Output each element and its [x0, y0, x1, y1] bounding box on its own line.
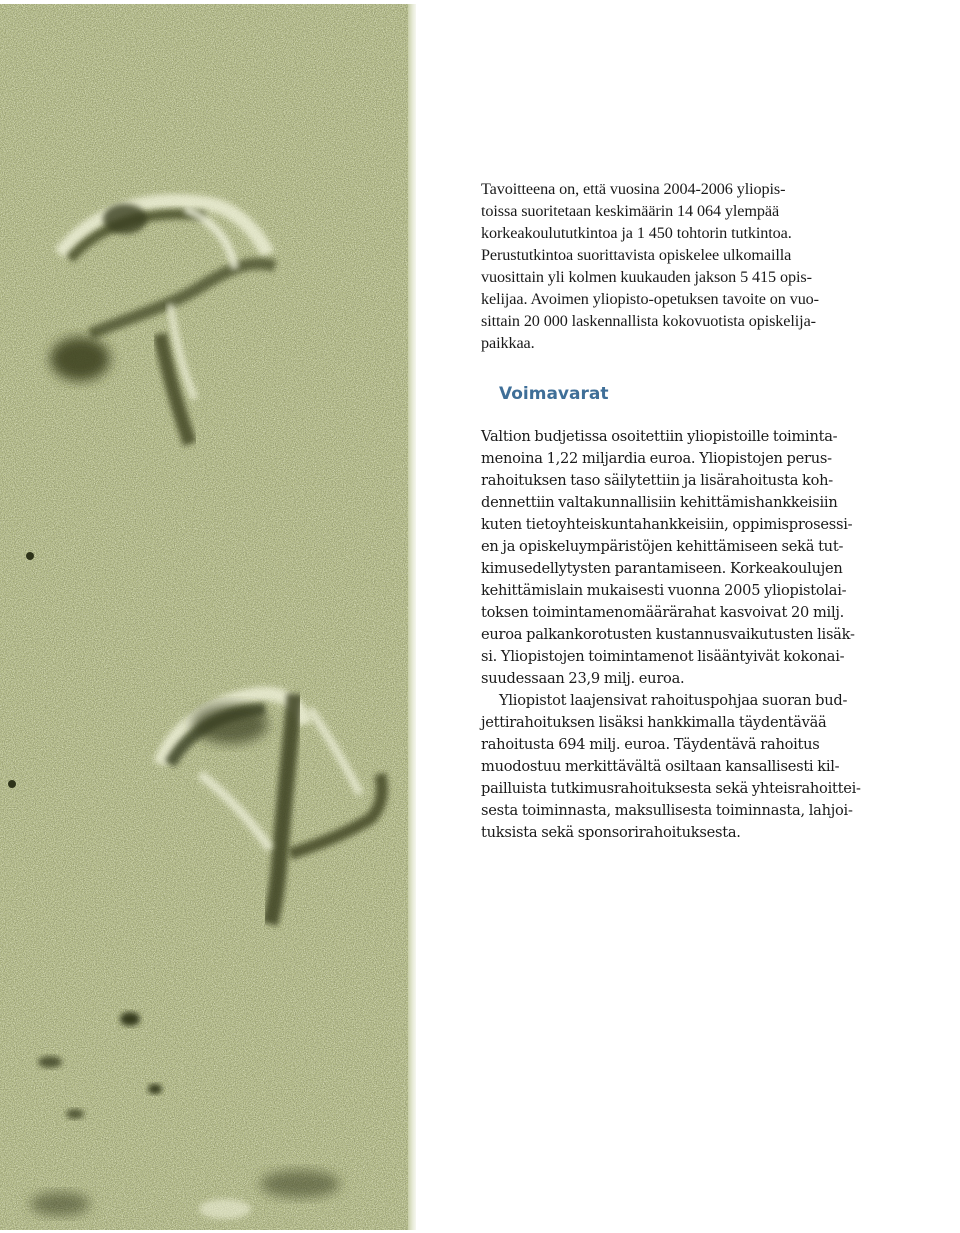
text-line: sittain 20 000 laskennallista kokovuotista opiskelija-: [481, 312, 816, 330]
text-line: suudessaan 23,9 milj. euroa.: [481, 670, 685, 687]
text-line: kelijaa. Avoimen yliopisto-opetuksen tavoite on vuo-: [481, 290, 819, 308]
text-line: Valtion budjetissa osoitettiin yliopistoille toiminta-: [481, 428, 838, 445]
text-line: rahoituksen taso säilytettiin ja lisärahoitusta koh-: [481, 472, 833, 489]
text-line: toksen toimintamenomäärärahat kasvoivat 20 milj.: [481, 604, 845, 621]
text-line: menoina 1,22 miljardia euroa. Yliopistojen perus-: [481, 450, 832, 467]
text-line: Yliopistot laajensivat rahoituspohjaa suoran bud-: [499, 692, 848, 709]
text-line: en ja opiskeluympäristöjen kehittämiseen sekä tut-: [481, 538, 844, 555]
funding-paragraph: [481, 426, 855, 690]
text-line: paikkaa.: [481, 334, 535, 352]
text-line: sesta toiminnasta, maksullisesta toiminnasta, lahjoi-: [481, 802, 853, 819]
photo-edge: [408, 4, 416, 1230]
section-heading: Voimavarat: [499, 384, 609, 404]
intro-paragraph: [481, 178, 841, 354]
text-line: Perustutkintoa suorittavista opiskelee ulkomailla: [481, 246, 792, 264]
text-line: kuten tietoyhteiskuntahankkeisiin, oppimisprosessi-: [481, 516, 853, 533]
sand-footprints-photo: [0, 4, 408, 1230]
text-line: tuksista sekä sponsorirahoituksesta.: [481, 824, 741, 841]
text-line: dennettiin valtakunnallisiin kehittämishankkeisiin: [481, 494, 838, 511]
text-line: euroa palkankorotusten kustannusvaikutusten lisäk-: [481, 626, 855, 643]
text-line: korkeakoulututkintoa ja 1 450 tohtorin tutkintoa.: [481, 224, 792, 242]
text-line: kimusedellytysten parantamiseen. Korkeakoulujen: [481, 560, 843, 577]
text-line: kehittämislain mukaisesti vuonna 2005 yliopistolai-: [481, 582, 847, 599]
text-line: jettirahoituksen lisäksi hankkimalla täydentävää: [481, 714, 827, 731]
text-line: muodostuu merkittävältä osiltaan kansallisesti kil-: [481, 758, 840, 775]
text-line: Tavoitteena on, että vuosina 2004-2006 yliopis-: [481, 180, 786, 198]
text-column: [481, 178, 861, 844]
text-line: pailluista tutkimusrahoituksesta sekä yhteisrahoittei-: [481, 780, 861, 797]
text-line: rahoitusta 694 milj. euroa. Täydentävä rahoitus: [481, 736, 820, 753]
text-line: si. Yliopistojen toimintamenot lisääntyivät kokonai-: [481, 648, 845, 665]
supplementary-funding-paragraph: [481, 690, 861, 844]
text-line: toissa suoritetaan keskimäärin 14 064 ylempää: [481, 202, 780, 220]
text-line: vuosittain yli kolmen kuukauden jakson 5 415 opis-: [481, 268, 812, 286]
